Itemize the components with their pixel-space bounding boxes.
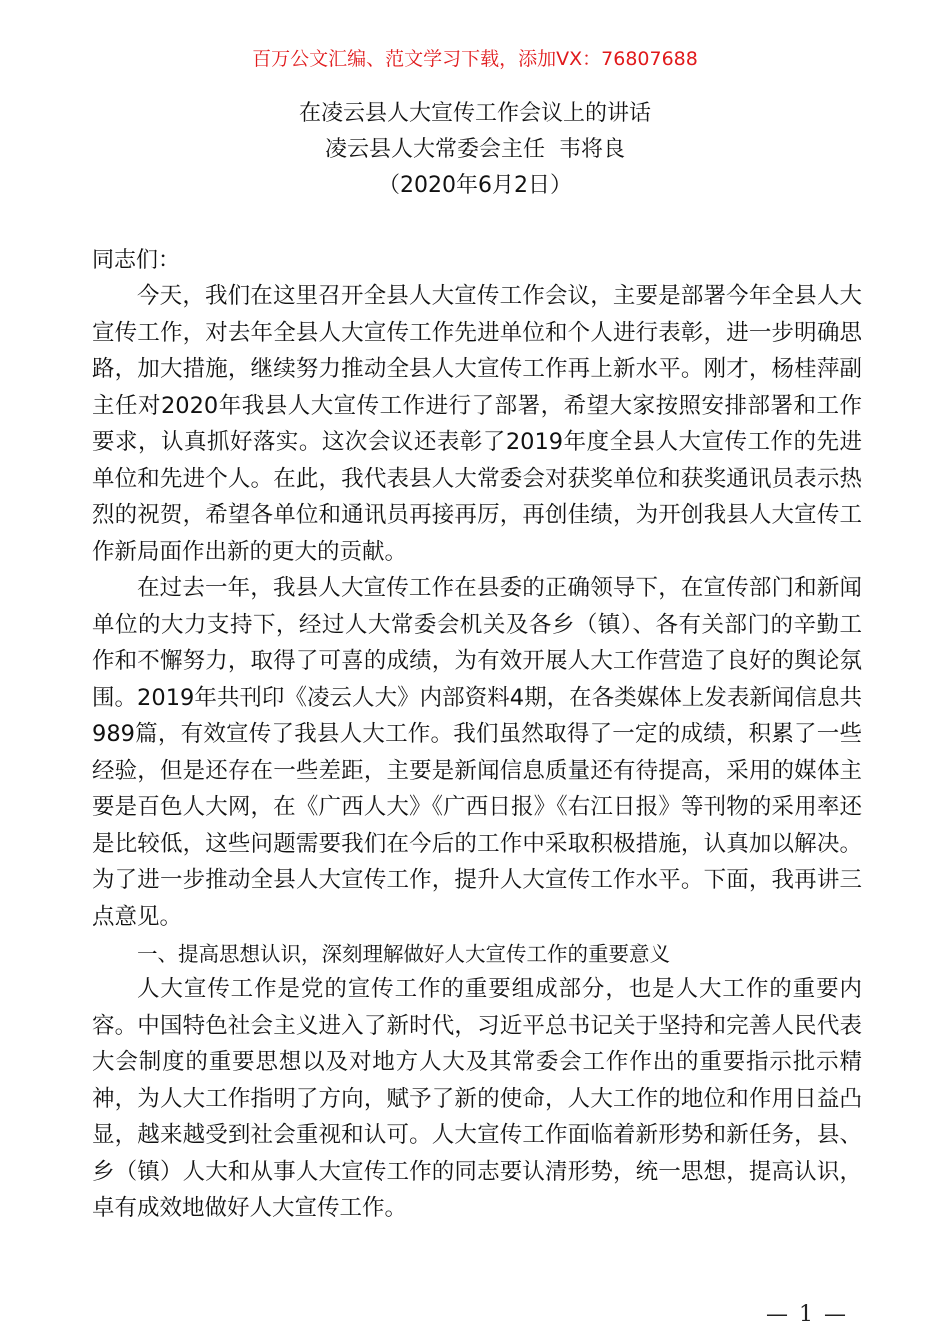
document-header	[0, 98, 950, 202]
paragraph-section-1: 人大宣传工作是党的宣传工作的重要组成部分，也是人大工作的重要内容。中国特色社会主义进入了新时代，习近平总书记关于坚持和完善人民代表大会制度的重要思想以及对地方人大及其常委会工作作出的重要指示批示精神，为人大工作指明了方向，赋予了新的使命，人大工作的地位和作用日益凸显，越来越受到社会重视和认可。人大宣传工作面临着新形势和新任务，县、乡（镇）人大和从事人大宣传工作的同志要认清形势，统一思想，提高认识，卓有成效地做好人大宣传工作。	[92, 976, 862, 1221]
page-number: — 1 —	[766, 1302, 848, 1327]
speech-date: （2020年6月2日）	[378, 173, 572, 198]
paragraph-review: 在过去一年，我县人大宣传工作在县委的正确领导下，在宣传部门和新闻单位的大力支持下，经过人大常委会机关及各乡（镇）、各有关部门的辛勤工作和不懈努力，取得了可喜的成绩，为有效开展人大工作营造了良好的舆论氛围。2019年共刊印《凌云人大》内部资料4期，在各类媒体上发表新闻信息共989篇，有效宣传了我县人大工作。我们虽然取得了一定的成绩，积累了一些经验，但是还存在一些差距，主要是新闻信息质量还有待提高，采用的媒体主要是百色人大网，在《广西人大》《广西日报》《右江日报》等刊物的采用率还是比较低，这些问题需要我们在今后的工作中采取积极措施，认真加以解决。为了进一步推动全县人大宣传工作，提升人大宣传工作水平。下面，我再讲三点意见。	[92, 575, 862, 930]
speaker-line: 凌云县人大常委会主任 韦将良	[325, 137, 625, 162]
section-heading-1: 一、提高思想认识，深刻理解做好人大宣传工作的重要意义	[137, 942, 670, 966]
watermark-banner: 百万公文汇编、范文学习下载，添加VX：76807688	[252, 48, 698, 70]
document-body	[92, 244, 862, 1227]
paragraph-opening: 今天，我们在这里召开全县人大宣传工作会议，主要是部署今年全县人大宣传工作，对去年全县人大宣传工作先进单位和个人进行表彰，进一步明确思路，加大措施，继续努力推动全县人大宣传工作再上新水平。刚才，杨桂萍副主任对2020年我县人大宣传工作进行了部署，希望大家按照安排部署和工作要求，认真抓好落实。这次会议还表彰了2019年度全县人大宣传工作的先进单位和先进个人。在此，我代表县人大常委会对获奖单位和获奖通讯员表示热烈的祝贺，希望各单位和通讯员再接再厉，再创佳绩，为开创我县人大宣传工作新局面作出新的更大的贡献。	[92, 283, 862, 565]
salutation: 同志们：	[92, 248, 181, 273]
speech-title: 在凌云县人大宣传工作会议上的讲话	[298, 101, 651, 126]
